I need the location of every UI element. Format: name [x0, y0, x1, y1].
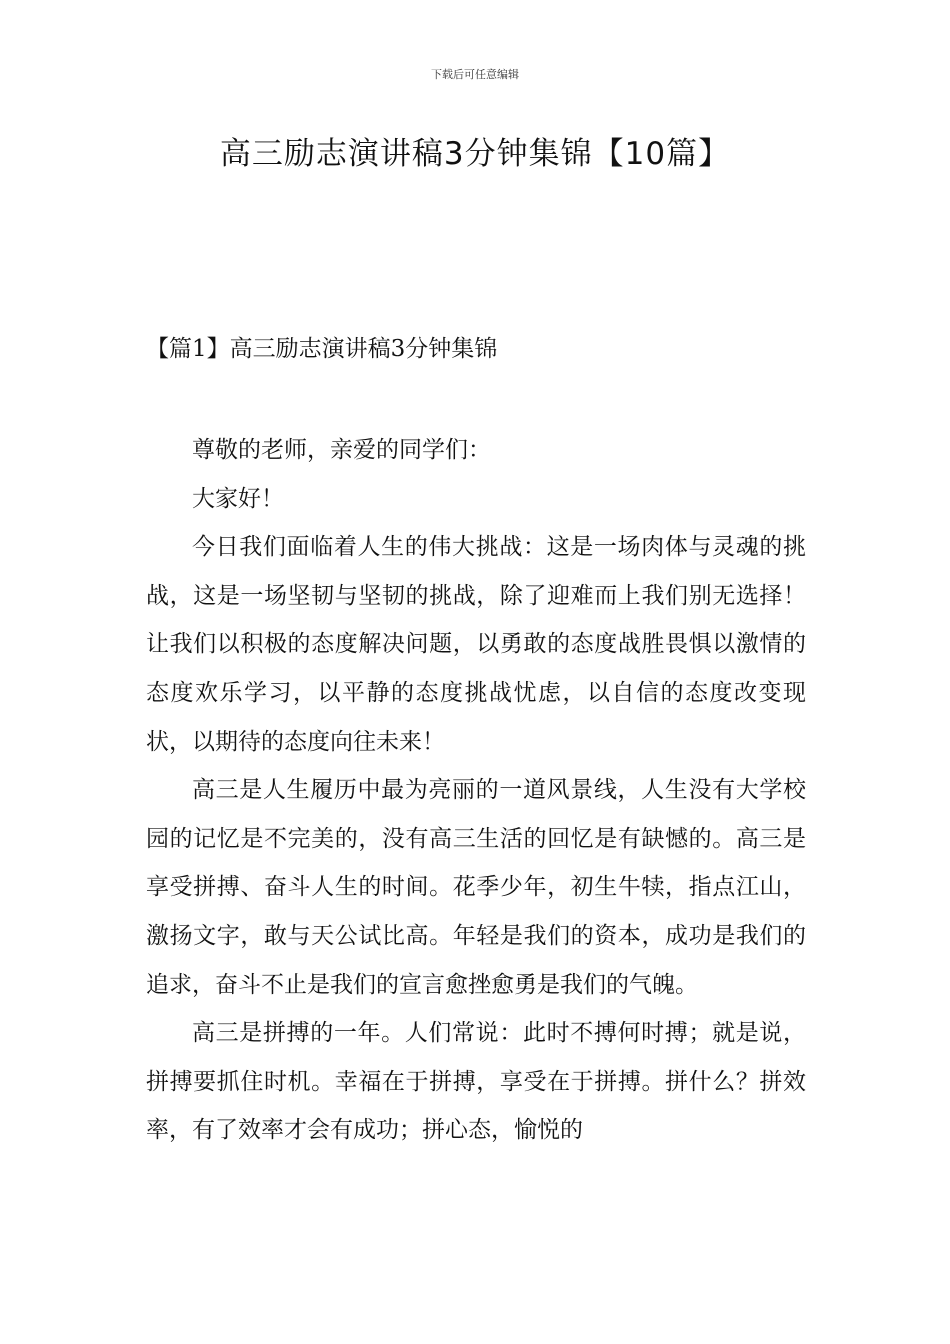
header-note: 下载后可任意编辑: [431, 68, 519, 81]
document-title: 高三励志演讲稿3分钟集锦【10篇】: [219, 136, 731, 172]
paragraph-greeting: 大家好！: [192, 485, 284, 512]
paragraph: 高三是拼搏的一年。人们常说：此时不搏何时搏；就是说，拼搏要抓住时机。幸福在于拼搏，享受在于拼搏。拼什么？拼效率，有了效率才会有成功；拼心态，愉悦的: [146, 1020, 806, 1144]
section-heading: 【篇1】高三励志演讲稿3分钟集锦: [146, 336, 498, 362]
paragraph: 高三是人生履历中最为亮丽的一道风景线，人生没有大学校园的记忆是不完美的，没有高三生活的回忆是有缺憾的。高三是享受拼搏、奋斗人生的时间。花季少年，初生牛犊，指点江山，激扬文字，敢与天公试比高。年轻是我们的资本，成功是我们的追求，奋斗不止是我们的宣言愈挫愈勇是我们的气魄。: [146, 777, 806, 998]
paragraph-salutation: 尊敬的老师，亲爱的同学们：: [192, 437, 491, 463]
paragraph: 今日我们面临着人生的伟大挑战：这是一场肉体与灵魂的挑战，这是一场坚韧与坚韧的挑战，除了迎难而上我们别无选择！让我们以积极的态度解决问题，以勇敢的态度战胜畏惧以激情的态度欢乐学习，以平静的态度挑战忧虑，以自信的态度改变现状，以期待的态度向往未来！: [146, 534, 806, 755]
body-text: [146, 426, 806, 1155]
